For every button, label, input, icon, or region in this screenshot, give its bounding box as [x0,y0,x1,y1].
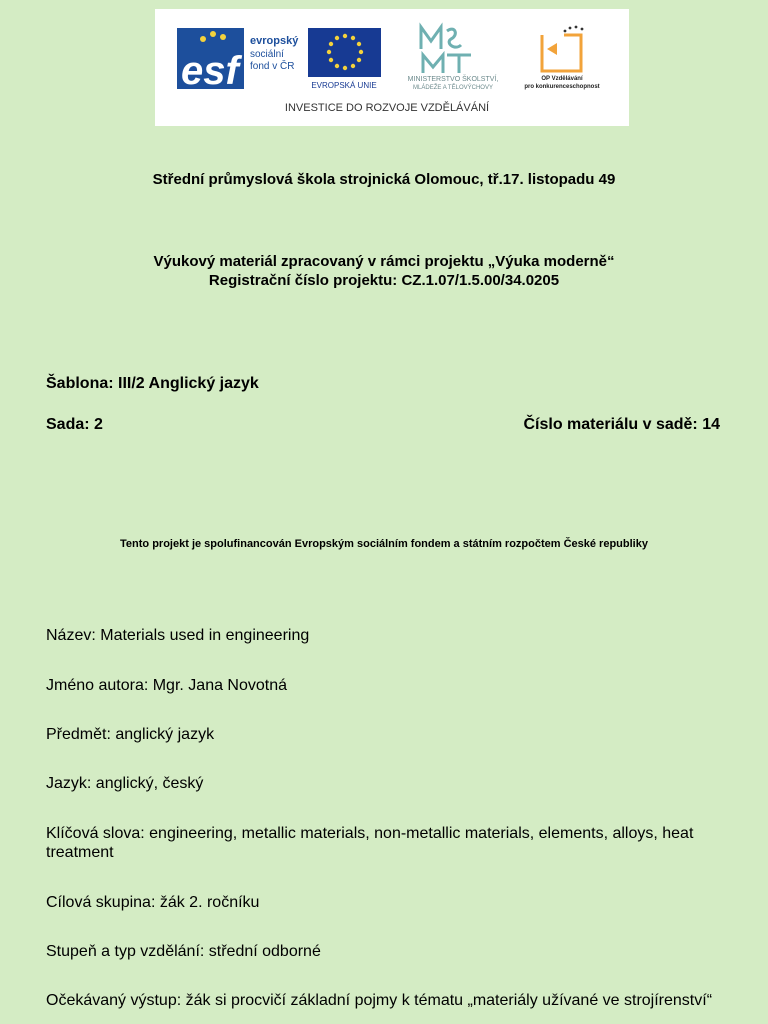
set-number: Sada: 2 [46,416,103,433]
logo-strip [155,9,629,126]
eu-label: EVROPSKÁ UNIE [311,81,377,90]
eu-flag [308,28,381,90]
op-text-1: OP Vzdělávání [541,76,583,82]
project-title: Výukový materiál zpracovaný v rámci projektu „Výuka moderně“ [153,253,615,270]
esf-text-3: fond v ČR [250,61,295,72]
school-name: Střední průmyslová škola strojnická Olomouc, tř.17. listopadu 49 [152,171,616,188]
logo-banner [155,9,629,126]
op-dots [564,26,584,33]
esf-mark: esf [181,49,239,93]
field-education-level: Stupeň a typ vzdělání: střední odborné [46,943,321,960]
field-expected-outcome: Očekávaný výstup: žák si procvičí základní pojmy k tématu „materiály užívané ve strojírenství“ [46,992,713,1009]
msmt-logo [408,27,499,91]
msmt-text-2: MLÁDEŽE A TĚLOVÝCHOVY [413,85,493,91]
esf-text-2: sociální [250,49,284,60]
field-author: Jméno autora: Mgr. Jana Novotná [46,677,288,694]
op-logo [524,26,599,90]
field-name: Název: Materials used in engineering [46,627,310,644]
msmt-text-1: MINISTERSTVO ŠKOLSTVÍ, [407,76,499,83]
field-target-group: Cílová skupina: žák 2. ročníku [46,894,260,911]
template-line: Šablona: III/2 Anglický jazyk [46,375,259,392]
op-text-2: pro konkurenceschopnost [524,84,600,90]
field-keywords: Klíčová slova: engineering, metallic materials, non-metallic materials, elements, alloys, heat treatment [46,825,694,861]
banner-tagline: INVESTICE DO ROZVOJE VZDĚLÁVÁNÍ [284,102,490,114]
material-number: Číslo materiálu v sadě: 14 [523,416,720,433]
set-row [46,416,720,434]
funding-note: Tento projekt je spolufinancován Evropským sociálním fondem a státním rozpočtem České republiky [120,538,648,550]
esf-logo [177,28,299,93]
esf-text-1: evropský [250,35,299,47]
project-info [0,252,768,290]
registration-number: Registrační číslo projektu: CZ.1.07/1.5.00/34.0205 [208,272,560,289]
field-subject: Předmět: anglický jazyk [46,726,215,743]
field-language: Jazyk: anglický, český [46,775,204,792]
